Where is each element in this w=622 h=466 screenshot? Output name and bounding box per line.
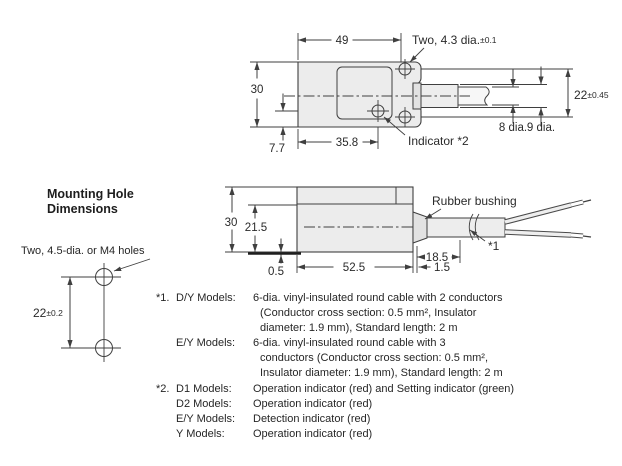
dim-22-02-label: 22±0.2	[33, 306, 63, 320]
note2-desc-d2: Operation indicator (red)	[253, 398, 373, 410]
note2-desc-ey: Detection indicator (red)	[253, 413, 371, 425]
top-view	[250, 33, 609, 155]
note1-ey-line2: conductors (Conductor cross section: 0.5 mm²,	[260, 352, 489, 364]
dim-7-7-label: 7.7	[269, 143, 285, 155]
dimension-8-dia	[499, 70, 527, 134]
cable-note-ref-label: *1	[488, 239, 500, 253]
holes-callout-label: Two, 4.3 dia.±0.1	[412, 33, 497, 47]
rubber-bushing	[413, 212, 427, 243]
note1-dy-line3: diameter: 1.9 mm), Standard length: 2 m	[260, 322, 458, 334]
dim-9dia-label: 9 dia.	[526, 122, 556, 134]
dimension-height-30-side	[225, 187, 238, 252]
note2-model-ey: E/Y Models:	[176, 413, 236, 425]
cable-wires	[505, 200, 591, 237]
dim-21-5-label: 21.5	[244, 222, 268, 234]
note2-model-d2: D2 Models:	[176, 398, 232, 410]
side-view-cable	[427, 218, 505, 237]
dimension-9-dia	[527, 67, 555, 134]
note2-desc-y: Operation indicator (red)	[253, 428, 373, 440]
dim-0-5-label: 0.5	[268, 266, 284, 278]
rubber-bushing-callout	[425, 194, 517, 219]
dimension-1-5	[419, 262, 450, 274]
dimension-width-49	[298, 35, 401, 47]
dimension-22-02	[33, 277, 70, 348]
indicator-callout-label: Indicator *2	[408, 134, 469, 148]
dimension-0-5	[268, 239, 284, 278]
dimension-22-045	[568, 69, 609, 117]
mounting-holes-leader	[114, 259, 150, 271]
dim-8dia-label: 8 dia.	[498, 122, 528, 134]
note1-model-dy: D/Y Models:	[176, 292, 236, 304]
note2-model-y: Y Models:	[176, 428, 225, 440]
dimension-7-7	[269, 94, 285, 155]
dim-1-5-label: 1.5	[434, 262, 450, 274]
dim-30-side-label: 30	[224, 217, 238, 229]
mounting-section-title	[47, 187, 134, 217]
note2-ref: *2.	[156, 383, 170, 395]
note1-ey-line3: Insulator diameter: 1.9 mm), Standard length: 2 m	[260, 367, 503, 379]
note1-model-ey: E/Y Models:	[176, 337, 236, 349]
dim-49-label: 49	[335, 35, 349, 47]
dim-30-top-label: 30	[250, 84, 264, 96]
note2-desc-d1: Operation indicator (red) and Setting indicator (green)	[253, 383, 515, 395]
holes-callout	[410, 33, 497, 62]
mounting-title-line2: Dimensions	[47, 202, 118, 216]
mounting-hole-detail	[33, 259, 150, 362]
note1-ey-line1: 6-dia. vinyl-insulated round cable with 3	[253, 337, 446, 349]
dimension-52-5	[297, 262, 413, 274]
note1-dy-line2: (Conductor cross section: 0.5 mm², Insulator	[260, 307, 477, 319]
dimension-35-8	[298, 137, 378, 149]
dimension-21-5	[245, 205, 267, 252]
note2-model-d1: D1 Models:	[176, 383, 232, 395]
dim-35-8-label: 35.8	[335, 137, 359, 149]
dimension-height-30-top	[251, 62, 264, 127]
rubber-bushing-label: Rubber bushing	[432, 194, 517, 208]
dim-18-5-label: 18.5	[425, 252, 449, 264]
note1-ref: *1.	[156, 292, 170, 304]
note1-dy-line1: 6-dia. vinyl-insulated round cable with 2 conductors	[253, 292, 503, 304]
dim-52-5-label: 52.5	[342, 262, 366, 274]
mounting-title-line1: Mounting Hole	[47, 187, 134, 201]
side-view	[225, 187, 591, 278]
dim-22-045-label: 22±0.45	[574, 88, 609, 102]
mounting-holes-label: Two, 4.5-dia. or M4 holes	[21, 245, 145, 257]
